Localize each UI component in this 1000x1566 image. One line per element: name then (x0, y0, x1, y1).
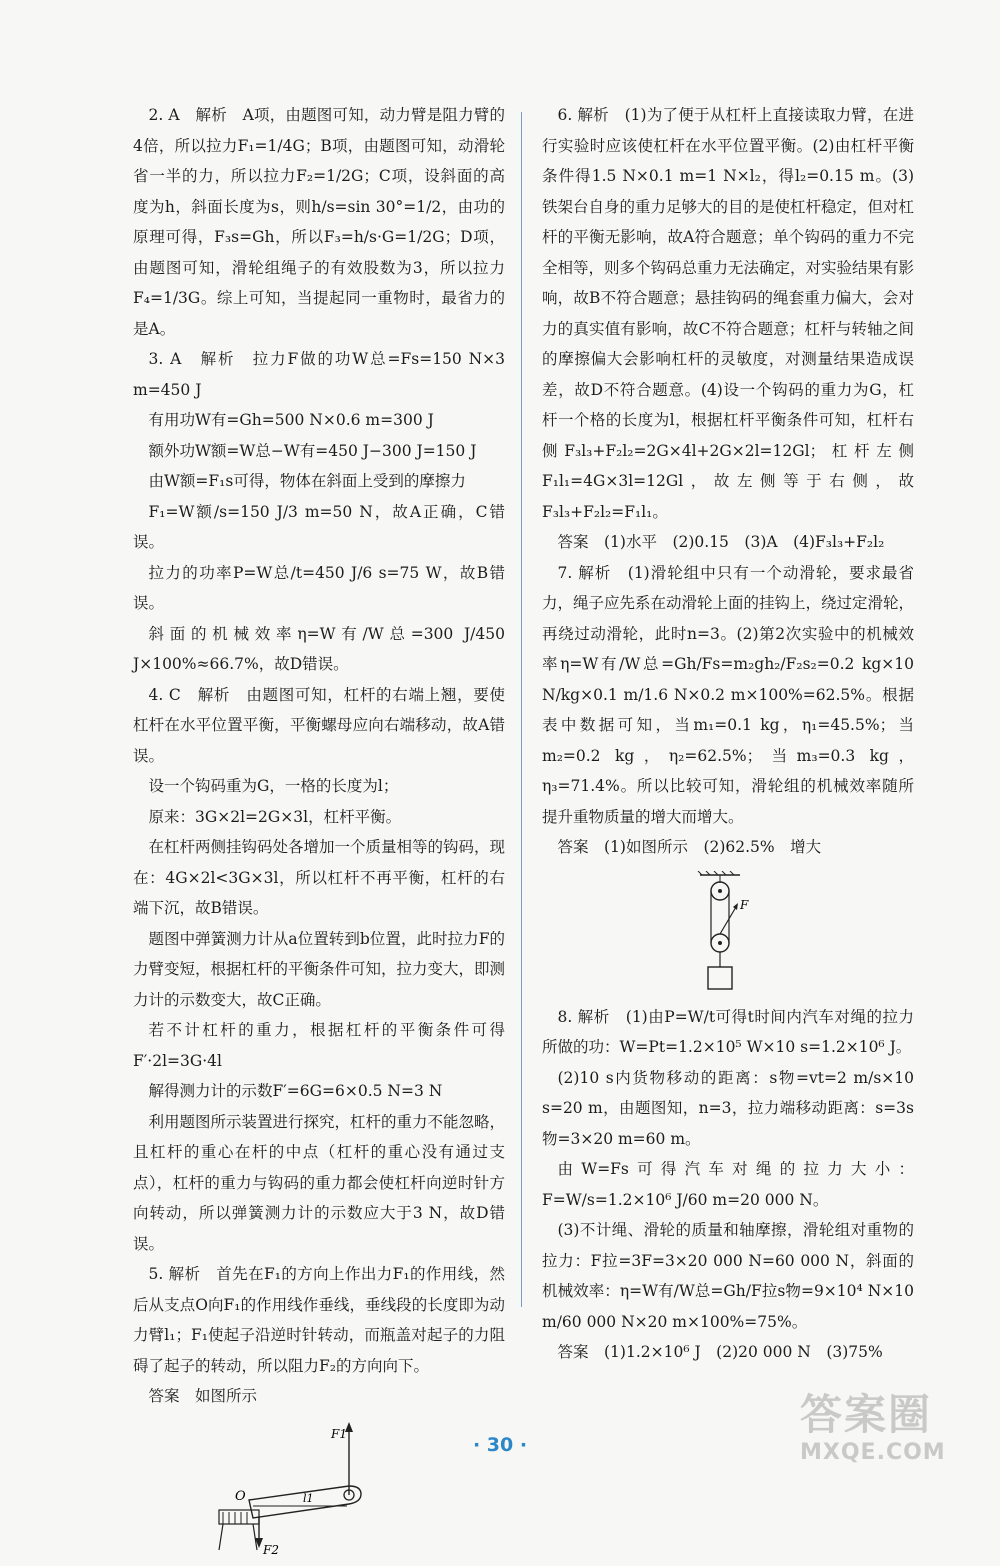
answer-3-line: 有用功W有=Gh=500 N×0.6 m=300 J (148, 411, 434, 429)
answer-4-line: 在杠杆两侧挂钩码处各增加一个质量相等的钩码，现在：4G×2l<3G×3l，所以杠杆不再平衡，杠杆的右端下沉，故B错误。 (133, 838, 506, 917)
answer-3-line: 额外功W额=W总−W有=450 J−300 J=150 J (148, 441, 477, 460)
answer-8-line: 8. 解析 (1)由P=W/t可得t时间内汽车对绳的拉力所做的功：W=Pt=1.2×10⁵ W×10 s=1.2×10⁶ J。 (542, 1007, 914, 1056)
answer-4-line: 设一个钩码重为G，一格的长度为l； (148, 777, 399, 795)
f1-label: F1 (331, 1426, 347, 1441)
answer-4-line: 若不计杠杆的重力，根据杠杆的平衡条件可得F′·2l=3G·4l (133, 1021, 505, 1070)
answer-6-answer: 答案 (1)水平 (2)0.15 (3)A (4)F₃l₃+F₂l₂ (557, 533, 885, 551)
answer-5-answer: 答案 如图所示 (148, 1387, 258, 1405)
answer-3-line: 拉力的功率P=W总/t=450 J/6 s=75 W，故B错误。 (133, 563, 505, 612)
watermark-logo (800, 1390, 990, 1490)
answer-8-line: 由W=Fs可得汽车对绳的拉力大小：F=W/s=1.2×10⁶ J/60 m=20 000 N。 (542, 1160, 914, 1209)
answer-5: 5. 解析 首先在F₁的方向上作出力F₁的作用线，然后从支点O向F₁的作用线作垂线，垂线段的长度即为动力臂l₁；F₁使起子沿逆时针转动，而瓶盖对起子的力阻碍了起子的转动，所以阻力F₂的方向向下。 (133, 1265, 505, 1375)
answer-4-line: 原来：3G×2l=2G×3l，杠杆平衡。 (148, 807, 402, 826)
answer-8-answer: 答案 (1)1.2×10⁶ J (2)20 000 N (3)75% (557, 1343, 883, 1361)
f2-label: F2 (263, 1542, 279, 1557)
pulley-system-figure (688, 871, 768, 996)
watermark-en: MXQE.COM (800, 1440, 946, 1465)
answer-3 (133, 344, 505, 680)
answer-4-line: 题图中弹簧测力计从a位置转到b位置，此时拉力F的力臂变短，根据杠杆的平衡条件可知，拉力变大，即测力计的示数变大，故C正确。 (133, 929, 506, 1009)
right-column (542, 100, 914, 1368)
o-label: O (235, 1488, 246, 1504)
answer-6: 6. 解析 (1)为了便于从杠杆上直接读取力臂，在进行实验时应该使杠杆在水平位置平衡。(2)由杠杆平衡条件得1.5 N×0.1 m=1 N×l₂，得l₂=0.15 m。(3)铁架台自身的重力足够大的目的是使杠杆稳定，但对杠杆的平衡无影响，故A符合题意；单个钩码的重力不完全相等，则多个钩码总重力无法确定，对实验结果有影响，故B不符合题意；悬挂钩码的绳套重力偏大，会对力的真实值有影响，故C不符合题意；杠杆与转轴之间的摩擦偏大会影响杠杆的灵敏度，对测量结果造成误差，故D不符合题意。(4)设一个钩码的重力为G，杠杆一个格的长度为l，根据杠杆平衡条件可知，杠杆右侧F₃l₃+F₂l₂=2G×4l+2G×2l=12Gl；杠杆左侧F₁l₁=4G×3l=12Gl，故左侧等于右侧，故F₃l₃+F₂l₂=F₁l₁。 (542, 106, 915, 521)
watermark-cn: 答案圈 (800, 1390, 933, 1439)
answer-8-line: (2)10 s内货物移动的距离：s物=vt=2 m/s×10 s=20 m，由题图知，n=3，拉力端移动距离：s=3s物=3×20 m=60 m。 (542, 1068, 914, 1148)
answer-8 (542, 1002, 914, 1338)
answer-3-line: 3. A 解析 拉力F做的功W总=Fs=150 N×3 m=450 J (133, 350, 505, 399)
column-divider (521, 112, 522, 1307)
left-column (133, 100, 505, 1566)
answer-7-answer: 答案 (1)如图所示 (2)62.5% 增大 (557, 838, 822, 856)
answer-2: 2. A 解析 A项，由题图可知，动力臂是阻力臂的4倍，所以拉力F₁=1/4G；B项，由题图可知，动滑轮省一半的力，所以拉力F₂=1/2G；C项，设斜面的高度为h，斜面长度为s，则h/s=sin 30°=1/2，由功的原理可得，F₃s=Gh，所以F₃=h/s·G=1/2G；D项，由题图可知，滑轮组绳子的有效股数为3，所以拉力F₄=1/3G。综上可知，当提起同一重物时，最省力的是A。 (133, 106, 505, 338)
l1-label: l1 (303, 1491, 314, 1505)
answer-3-line: F₁=W额/s=150 J/3 m=50 N，故A正确，C错误。 (133, 502, 505, 551)
f-label: F (740, 897, 749, 912)
answer-4-line: 解得测力计的示数F′=6G=6×0.5 N=3 N (148, 1082, 443, 1100)
answer-4-line: 4. C 解析 由题图可知，杠杆的右端上翘，要使杠杆在水平位置平衡，平衡螺母应向右端移动，故A错误。 (133, 685, 505, 765)
answer-3-line: 由W额=F₁s可得，物体在斜面上受到的摩擦力 (148, 472, 466, 490)
answer-8-line: (3)不计绳、滑轮的质量和轴摩擦，滑轮组对重物的拉力：F拉=3F=3×20 000 N=60 000 N，斜面的机械效率：η=W有/W总=Gh/F拉s物=9×10⁴ N×10 m/60 000 N×20 m×100%=75%。 (542, 1221, 914, 1331)
answer-4 (133, 680, 505, 1260)
answer-7: 7. 解析 (1)滑轮组中只有一个动滑轮，要求最省力，绳子应先系在动滑轮上面的挂钩上，绕过定滑轮，再绕过动滑轮，此时n=3。(2)第2次实验中的机械效率η=W有/W总=Gh/Fs=m₂gh₂/F₂s₂=0.2 kg×10 N/kg×0.1 m/1.6 N×0.2 m×100%=62.5%。根据表中数据可知，当m₁=0.1 kg，η₁=45.5%；当m₂=0.2 kg，η₂=62.5%；当m₃=0.3 kg，η₃=71.4%。所以比较可知，滑轮组的机械效率随所提升重物质量的增大而增大。 (542, 563, 915, 826)
answer-4-line: 利用题图所示装置进行探究，杠杆的重力不能忽略，且杠杆的重心在杆的中点（杠杆的重心没有通过支点），杠杆的重力与钩码的重力都会使杠杆向逆时针方向转动，所以弹簧测力计的示数应大于3 N，故D错误。 (133, 1112, 506, 1253)
page-number: · 30 · (472, 1434, 528, 1456)
answer-3-line: 斜面的机械效率η=W有/W总=300 J/450 J×100%≈66.7%，故D错误。 (133, 624, 505, 673)
